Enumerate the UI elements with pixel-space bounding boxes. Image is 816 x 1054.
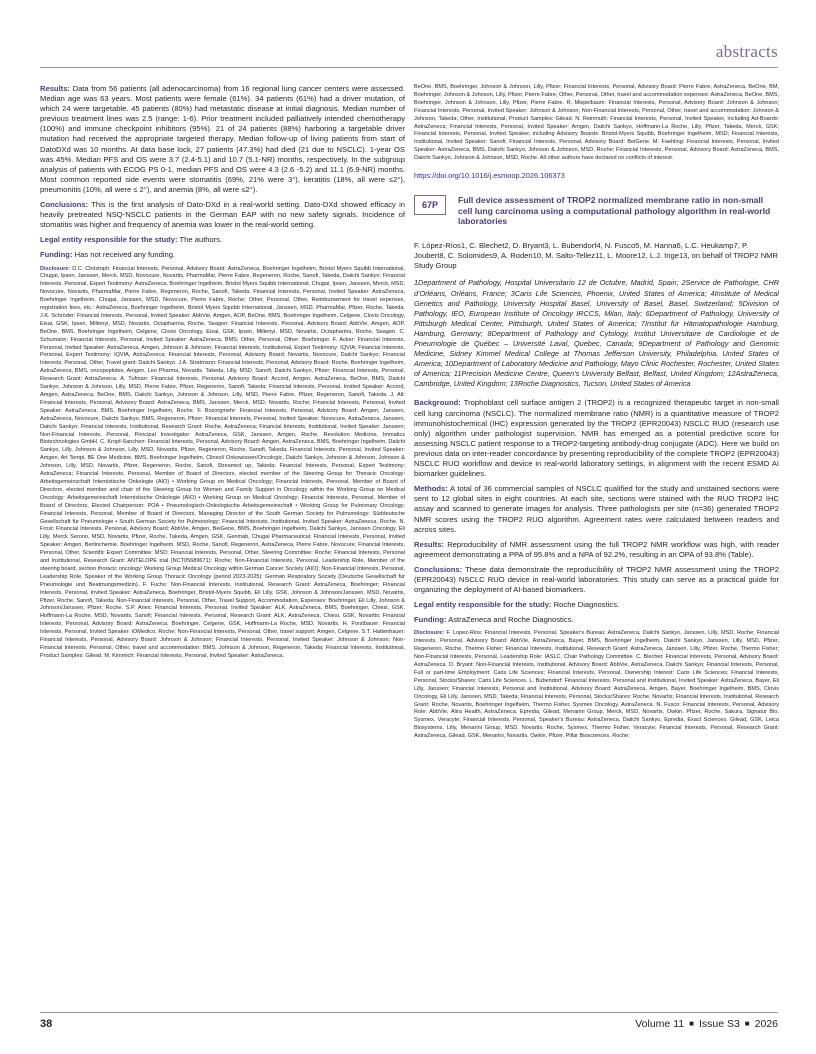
background-paragraph — [414, 398, 779, 479]
year: 2026 — [754, 1018, 778, 1030]
separator-square: ■ — [744, 1019, 750, 1028]
conclusions-label-right: Conclusions: — [414, 564, 463, 574]
conclusions-paragraph — [40, 200, 405, 230]
separator-square: ■ — [689, 1019, 694, 1028]
results-text: Data from 56 patients (all adenocarcinoma) from 16 regional lung cancer centers were assessed. Median age was 63 years. Most patients were female (61%). 34 patients (61%) had a driver mutation, of which 24 were targetable. 45 patients (80%) had metastatic disease at initial diagnosis. Median number of previous treatment lines was 2.5 (range: 1-6). Prior treatment included palliatively intended chemotherapy (100%) and immune checkpoint inhibitors (95%). 21 of 24 patients (88%) harboring a targetable driver mutation had received the appropriate targeted therapy. Median follow-up of living patients from start of DatoDXd was 10 months. At data base lock, 27 patients (47.3%) had died (21 due to NSCLC). 1-year OS was 45%. Median PFS and OS were 3.7 (2.4-5.1) and 10.7 (5.1-NR) months, respectively. In the subgroup analysis of patients with ECOG PS 0-1, median PFS and OS were 4.3 (2.6 -5.2) and 11.1 (6.9-NR) months. Most common reported side events were stomatitis (69%, 21% were 3°), keratitis (18%, all were ≤2°), pneumonitis (10%, all were ≤ 2°), and anemia (8%, all were ≤2°). — [40, 84, 405, 194]
issue: Issue S3 — [698, 1018, 740, 1030]
volume: Volume 11 — [635, 1018, 685, 1030]
funding-paragraph — [40, 250, 405, 260]
disclosure-text-right: F. Lopez-Rios: Financial Interests, Personal, Speaker's Bureau: AstraZeneca, Daiichi Sankyo, Janssen, Lilly, MSD, Roche; Financial Interests, Personal, Advisory Board: AbbVie, AstraZeneca, Bayer, BMS, Boehringer Ingelheim, Daiichi Sankyo, Janssen, Lilly, MSD, Pfizer, Regeneron, Roche, Thermo Fisher; Financial Interests, Institutional, Research Grant: AstraZeneca, Janssen, Lilly, Pfizer, Roche, Thermo Fisher; Non-Financial Interests, Personal, Leadership Role: IASLC, Chair Pathology Committee. C. Blechet: Financial Interests, Personal, Advisory Board: AstraZeneca. D. Bryant: Non-Financial Interests, Institutional, Advisory Board: AbbVie, AstraZeneca, Daiichi Sankyo; Financial Interests, Personal, Full or part-time Employment: Caris Life Sciences; Financial Interests, Personal, Ownership Interest: Caris Life Sciences; Financial Interests, Personal, Stocks/Shares: Caris Life Sciences. L. Bubendorf: Financial Interests, Personal and Institutional, Invited Speaker: AstraZeneca, Bayer, Eli Lilly, Janssen; Financial Interests, Personal and Institutional, Advisory Board: AstraZeneca, Amgen, Bayer, Boehringer Ingelheim, BMS, Clovis Oncology, Eli Lilly, Janssen, MSD, Takeda; Financial Interests, Personal, Stocks/Shares: Roche, Novartis; Financial Interests, Institutional, Research Grant: Roche, Novartis, Boehringer Ingelheim, Thermo Fisher, Sysmex Oncology, AstraZeneca. N. Fusco: Financial Interests, Personal, Advisory Role: AbbVie, Alira Health, AstraZeneca, Epredia, Gilead, Menarini Group, Merck, MSD, Novartis, Owkin, Pfizer, Roche, Sakura, Signatur Bio, Sysmex, Veracyte; Financial Interests, Personal, Speaker's Bureau: AstraZeneca, Daiichi Sankyo, Epredia, Exact Sciences, Gilead, GSK, Leica Biosystems, Lilly, Menarini Group, MSD, Novartis, Roche, Sysmex, Thermo Fisher, Veracyte; Financial Interests, Personal, Research Grant: AstraZeneca, Gilead, GSK, Menarini, Novartis, Owkin, Pfizer, Pillar Biosciences, Roche; — [414, 630, 779, 740]
background-text: Trophoblast cell surface antigen 2 (TROP2) is a recognized therapeutic target in non-small cell lung carcinoma (NSCLC). The normalized membrane ratio (NMR) is a quantitative measure of TROP2 immunohistochemical (IHC) expression generated by the TROP2 (EPR20043) NSCLC RUO (research use only) algorithm under pathologist supervision. NMR has emerged as a potential predictive score for assessing NSCLC patient response to a TROP2-targeting antibody-drug conjugate (ADC). Here we build on previous data on inter-reader concordance by presenting reproducibility of the complete TROP2 (EPR20043) NSCLC RUO workflow and device in real-world laboratory settings, in alignment with the recent ESMO AI biomarker guidelines. — [414, 398, 779, 479]
disclosure-label-right: Disclosure: — [414, 630, 445, 637]
disclosure-text: D.C. Christoph: Financial Interests, Personal, Advisory Board: AstraZeneca, Boehringer Ingelheim, Bristol Myers Squibb International, Chugai, Ipsen, Janssen, Merck, MSD, Novocure, Novartis, PharmaMar, Pierre Fabre, Regeneron, Roche, Sanofi, Takeda, Daiichi Sankyo; Financial Interests, Personal, Expert Testimony: AstraZeneca, Boehringer Ingelheim, Bristol Myers Squibb International, Chugai, Ipsen, Janssen, Merck, MSD, Novocure, Novartis, PharmaMar, Pierre Fabre, Regeneron, Roche, Sanofi, Takeda; Financial Interests, Personal, Invited Speaker: AstraZeneca, Boehringer Ingelheim, Chugai, Janssen, MSD, Novocure, Pierre Fabre, Roche; Other, Personal, Other, Reimbursement for travel expenses, registration fees, etc.: AstraZeneca, Boehringer Ingelheim, Bristol Myers Squibb International, Janssen, MSD, PharmaMar, Pfizer, Roche, Takeda. J.K. Schröder: Financial Interests, Personal, Invited Speaker: AbbVie, Amgen, AOP, BeOne, BMS, Boehringer Ingelheim, Celgene, Clovis Oncology, Eisai, GSK, Ipsen, Miltenyi, MSD, Novartis, Octapharma, Roche, Seagen; Financial Interests, Personal, Advisory Board: AbbVie, Amgen, AOP, BeOne, BMS, Boehringer Ingelheim, Celgene, Clovis Oncology, Eisai, GSK, Ipsen, Miltenyi, MSD, Novartis, Octapharma, Roche, Seagen. C. Schumann: Financial Interests, Personal, Invited Speaker: AstraZeneca, BMS; Other, Personal, Other: Boehringer. F. Acker: Financial Interests, Personal, Invited Speaker: AstraZeneca, Amgen, Johnson & Johnson; Financial Interests, Institutional, Expert Testimony: IQVIA; Financial Interests, Personal, Expert Testimony: IQVIA, AstraZeneca; Financial Interests, Personal, Advisory Board: Novartis, Novocure, Daiichi Sankyo; Financial Interests, Personal, Other, Travel grant: Daiichi Sankyo. J.A. Stratmann: Financial Interests, Personal, Advisory Board: Roche, Boehringer Ingelheim, AstraZeneca, BMS, oncopeptides, Amgen, Leo Pharma, Novartis, Takeda, Lilly, MSD, Sanofi, Daiichi Sankyo, Pfizer; Financial Interests, Personal, Research Grant: AstraZeneca. A. Tufman: Financial Interests, Personal, Advisory Board: Accord, Amgen, AstraZeneca, BeOne, BMS, Daiichi Sankyo, Johnson & Johnson, Lilly, MSD, Pierre Fabre, Pfizer, Regeneron, Sanofi, Takeda; Financial Interests, Personal, Invited Speaker: Accord, Amgen, AstraZeneca, BeOne, BMS, Daiichi Sankyo, Johnson & Johnson, Lilly, MSD, Pierre Fabre, Pfizer, Regeneron, Sanofi, Takeda. J. Alt: Financial Interests, Personal, Advisory Board: AstraZeneca, BMS, Janssen, Merck, MSD, Novartis, Roche; Financial Interests, Personal, Invited Speaker: AstraZeneca, BMS, Boehringer Ingelheim, Roche. F. Bozorgmehr: Financial Interests, Personal, Advisory Board: Amgen, Janssen, AstraZeneca, Novocure, Daiichi Sankyo, BMS, Regeneron, Pfizer; Financial Interests, Personal, Invited Speaker: Novocure, AstraZeneca, Janssen, Daiichi Sankyo; Financial Interests, Institutional, Research Grant: Roche, AstraZeneca; Financial Interests, Institutional, Invited Speaker: Janssen; Non-Financial Interests, Personal, Principal Investigator: AstraZeneca, GSK, Janssen, Amgen, Roche, Revolution Medicine, Immatics Biotechnologies GmbH. C. Kropf-Sanchen: Financial Interests, Personal, Advisory Board: Amgen, AstraZeneca, BMS, Boehringer Ingelheim, Daiichi Sankyo, Lilly, Johnson & Johnson, Lilly, MSD, Novartis, Pfizer, Regeneron, Roche, Sanofi, Takeda; Financial Interests, Personal, Invited Speaker: Amgen, Art Tempi, BE One Medicine, BMS, Boehringer Ingelheim, Clinsol/ Onkowissen/Oncologic, Daiichi Sankyo, Johnson & Johnson, Johnson & Johnson, Lilly, MSD, Novartis, Pfizer, Regeneron, Roche, Sanofi, Streamed up, Takeda; Financial Interests, Personal, Expert Testimony: AstraZeneca; Financial Interests, Personal, Member of Board of Directors, elected member of the Steering Group for Thoracic Oncology: Arbeitsgemeinschaft Internistische Onkologie (AIO) • Working Group on Medical Oncology; Financial Interests, Personal, Member of Board of Directors, elected member and chair of the Steering Group for Women and Family Support in Oncology within the Working Group on Medical Oncology: Arbeitsgemeinschaft Internistische Onkologie (AIO) • Working Group on Medical Oncology; Financial Interests, Personal, Member of Board of Directors, Elected Chairperson: POA • Pneumologisch-Onkologische Arbeitsgemeinschaft • Working Group for Pulmonary Oncology; Financial Interests, Personal, Member of Board of Directors, Managing Director of the South German Society for Pulmonology: Süddeutsche Gesellschaft für Pneumologie • South German Society for Pulmonology; Financial Interests, Institutional, Invited Speaker: AstraZeneca, Roche. N. Frost: Financial Interests, Personal, Advisory Board: AbbVie, Amgen, BeiGene, BMS, Boehringer Ingelheim, Daiichi Sankyo, Janssen Oncology, Eli Lilly, Merck Serono, MSD, Novartis, Pfizer, Roche, Takeda, Amgen, GSK, Genmab, Chugai Pharmaceutical; Financial Interests, Personal, Invited Speaker: Amgen, Berlinchemie, Boehringer Ingelheim, MSD, Roche, Sanofi, Regeneron, AstraZeneca, Pierre Fabre, Novocure; Financial Interests, Personal, Other, Scientific Expert Committee: MSD; Financial Interests, Personal, Other, Steering Committee: Roche; Financial Interests, Personal and Institutional, Research Grant: ANTELOPE trial (NCT05689671): Roche; Non-Financial Interests, Personal, Leadership Role, Member of the steering board, section thoracic oncology: Working Group Medical Oncology within German Cancer Society (AIO); Non-Financial Interests, Personal, Leadership Role, Speaker of the Working Group Thoracic Oncology (period 2023-2025): German Respiratory Society (Deutsche Gesellschaft für Pneumologie und Beatmungsmedizin). F. Fuchs: Non-Financial Interests, Institutional, Research Grant: AstraZeneca, Boehringer; Financial Interests, Personal, Invited Speaker: AstraZeneca, Boehringer, Bristol-Myers Squibb, Eli Lilly, GSK, Johnson & Johnson/Janssen, MSD, Novartis, Pfizer, Roche, Sanofi, Takeda; Non-Financial Interests, Personal, Other, Travel Support, Accommodation, Expenses: Boehringer, Eli Lilly, Johnson & Johnson/Janssen, Pfizer, Roche. S.P. Aries: Financial Interests, Personal, Invited Speaker: ALK, AstraZeneca, BMS, Boehringer, Chiesi, GSK, Hoffmann-La Roche, MSD, Novartis, Sanofi; Financial Interests, Personal, Research Grant: ALK, AstraZeneca, Chiesi, GSK, Novartis; Financial Interests, Personal, Advisory Board: AstraZeneca, Boehringer, Celgene, GSK, Hoffmann-La Roche, MSD, Novartis. H. Forstbauer: Financial Interests, Personal, Invited Speaker: iOMedico, Roche; Non-Financial Interests, Personal, Other, travel support: Amgen, Celgene. S.T. Hattenhauer: Financial Interests, Personal, Advisory Board: Johnson & Johnson; Financial Interests, Personal, Invited Speaker: Johnson & Johnson; Non-Financial Interests, Personal, Other, travel and accommodation: BMS, Johnson & Johnson, Regeneron, Takeda; Financial Interests, Institutional, Product Samples: Gilead. M. Kimmich: Financial Interests, Personal, Invited Speaker: AstraZeneca, — [40, 265, 405, 659]
disclosure-paragraph-right — [414, 630, 779, 741]
header-rule — [40, 67, 778, 68]
disclosure-label: Disclosure: — [40, 265, 71, 272]
legal-paragraph-right — [414, 600, 779, 610]
funding-label: Funding: — [40, 250, 73, 260]
conclusions-text-right: These data demonstrate the reproducibility of TROP2 NMR assessment using the TROP2 (EPR20043) NSCLC RUO device in real-world laboratories. This study can serve as a practical guide for organizing the deployment of AI-based biomarkers. — [414, 564, 779, 595]
funding-paragraph-right — [414, 615, 779, 625]
left-column — [40, 84, 405, 1009]
results-text-right: Reproducibility of NMR assessment using the full TROP2 NMR workflow was high, with reader agreement demonstrating a PPA of 95.8% and a NPA of 92.2%, resulting in an OPA of 93.8% (Table). — [414, 539, 779, 559]
issue-info — [635, 1018, 778, 1030]
funding-text: Has not received any funding. — [74, 250, 176, 260]
page-number: 38 — [40, 1018, 53, 1030]
doi-link[interactable]: https://doi.org/10.1016/j.esmoop.2026.106373 — [414, 171, 565, 181]
results-paragraph — [40, 84, 405, 195]
methods-paragraph — [414, 484, 779, 534]
methods-label: Methods: — [414, 484, 448, 494]
right-column — [414, 84, 779, 1009]
funding-label-right: Funding: — [414, 615, 447, 625]
abstract-title: Full device assessment of TROP2 normalized membrane ratio in non-small cell lung carcinoma using a computational pathology algorithm in real-world laboratories — [458, 195, 771, 227]
disclosure-paragraph — [40, 266, 405, 661]
legal-label-right: Legal entity responsible for the study: — [414, 600, 552, 610]
footer-rule — [40, 1012, 778, 1013]
abstract-heading — [414, 195, 779, 227]
funding-text-right: AstraZeneca and Roche Diagnostics. — [448, 615, 574, 625]
legal-text-right: Roche Diagnostics. — [553, 600, 620, 610]
results-paragraph-right — [414, 540, 779, 560]
results-label-right: Results: — [414, 539, 444, 549]
conclusions-paragraph-right — [414, 565, 779, 595]
results-label: Results: — [40, 84, 70, 93]
conclusions-text: This is the first analysis of Dato-DXd in a real-world setting. Dato-DXd showed efficacy in heavily pretreated NSQ-NSCLC patients in the German EAP with no new safety signals. Incidence of stomatitis was higher and frequency of anemia was lower in the real-world setting. — [40, 200, 405, 230]
legal-paragraph — [40, 235, 405, 245]
author-list: F. López-Ríos1, C. Blechet2, D. Bryant3, L. Bubendorf4, N. Fusco5, M. Hanna6, L.C. Heukamp7, P. Joubert8, C. Solomides9, A. Roden10, M. Salto-Tellez11, L. Moore12, L.J. Inge13, on behalf of TROP2 NMR Study Group — [414, 240, 778, 271]
disclosure-continued: BeOne, BMS, Boehringer, Johnson & Johnson, Lilly, Pfizer; Financial Interests, Personal, Advisory Board: Pierre Fabre, AstraZeneca, BeOne, BM, Boehringer, Johnson & Johnson, Lilly, Pfizer, Pierre Fabre; Other, Personal, Other, travel and accommodation expenses: AstraZeneca, BeOne, BMS, Boehringer, Johnson & Johnson, Lilly, Pfizer, Pierre Fabre. R. Mispelbaum: Financial Interests, Personal, Advisory Board: Johnson & Johnson; Financial Interests, Personal, Invited Speaker: Johnson & Johnson; Non-Financial Interests, Personal, Other, travel and accommodation: Johnson & Johnson, Takeda; Other, Institutional, Product Samples: Gilead. N. Reinmuth: Financial Interests, Personal, Invited Speaker, including Ad-Boards: AstraZeneca; Financial Interests, Personal, Invited Speaker: Amgen, Daiichi Sankyo, Hoffmann-La Roche, Lilly, Pfizer, Takeda, Merck, GSK; Financial Interests, Personal, Invited Speaker, including Advisory Boards: Bristol-Myers Squibb, Boehringer Ingelheim, MSD; Financial Interests, Institutional, Invited Speaker: Sanofi; Financial Interests, Personal, Advisory Board: BeiGene. M. Faehling: Financial Interests, Personal, Invited Speaker: AstraZeneca, BMS, Daiichi Sankyo, Johnson & Johnson, MSD, Roche; Financial Interests, Personal, Advisory Board: AstraZeneca, BMS, Daiichi Sankyo, Johnson & Johnson, MSD, Roche. All other authors have declared no conflicts of interest. — [414, 84, 779, 162]
background-label: Background: — [414, 398, 461, 408]
conclusions-label: Conclusions: — [40, 200, 89, 210]
methods-text: A total of 36 commercial samples of NSCLC qualified for the study and unstained sections were sent to 12 global sites in eight countries. At each site, sections were stained with the RUO TROP2 IHC assay and scanned to generate images for analysis. Three pathologists per site (n=36) generated TROP2 NMR scores using the TROP2 RUO algorithm. Agreement rates were calculated between readers and across sites. — [414, 484, 779, 534]
legal-label: Legal entity responsible for the study: — [40, 235, 178, 245]
affiliations: 1Department of Pathology, Hospital Universitario 12 de Octubre, Madrid, Spain; 2Service de Pathologie, CHR d'Orléans, Orléans, France; 3Caris Life Sciences, Phoenix, United States of America; 4Institute of Medical Genetics and Pathology, University Hospital Basel, University of Basel, Basel, Switzerland; 5Division of Pathology, IEO, European Institute of Oncology IRCCS, Milan, Italy; 6Department of Pathology, University of Pittsburgh Medical Center, Pittsburgh, United States of America; 7Institut für Hämatopathologie Hamburg, Hamburg, Germany; 8Department of Pathology and Cytology, Institut Universitaire de Cardiologie et de Pneumologie de Québec – Université Laval, Quebec, Canada; 9Department of Pathology and Genomic Medicine, Sidney Kimmel Medical College at Thomas Jefferson University, Philadelphia, United States of America; 10Department of Laboratory Medicine and Pathology, Mayo Clinic Rochester, Rochester, United States of America; 11Precision Medicine Centre, Queen's University Belfast, Belfast, United Kingdom; 12AstraZeneca, Cambridge, United Kingdom; 13Roche Diagnostics, Tucson, United States of America — [414, 278, 779, 389]
section-label: abstracts — [715, 42, 778, 61]
abstract-id-badge: 67P — [414, 195, 446, 215]
legal-text: The authors. — [179, 235, 223, 245]
